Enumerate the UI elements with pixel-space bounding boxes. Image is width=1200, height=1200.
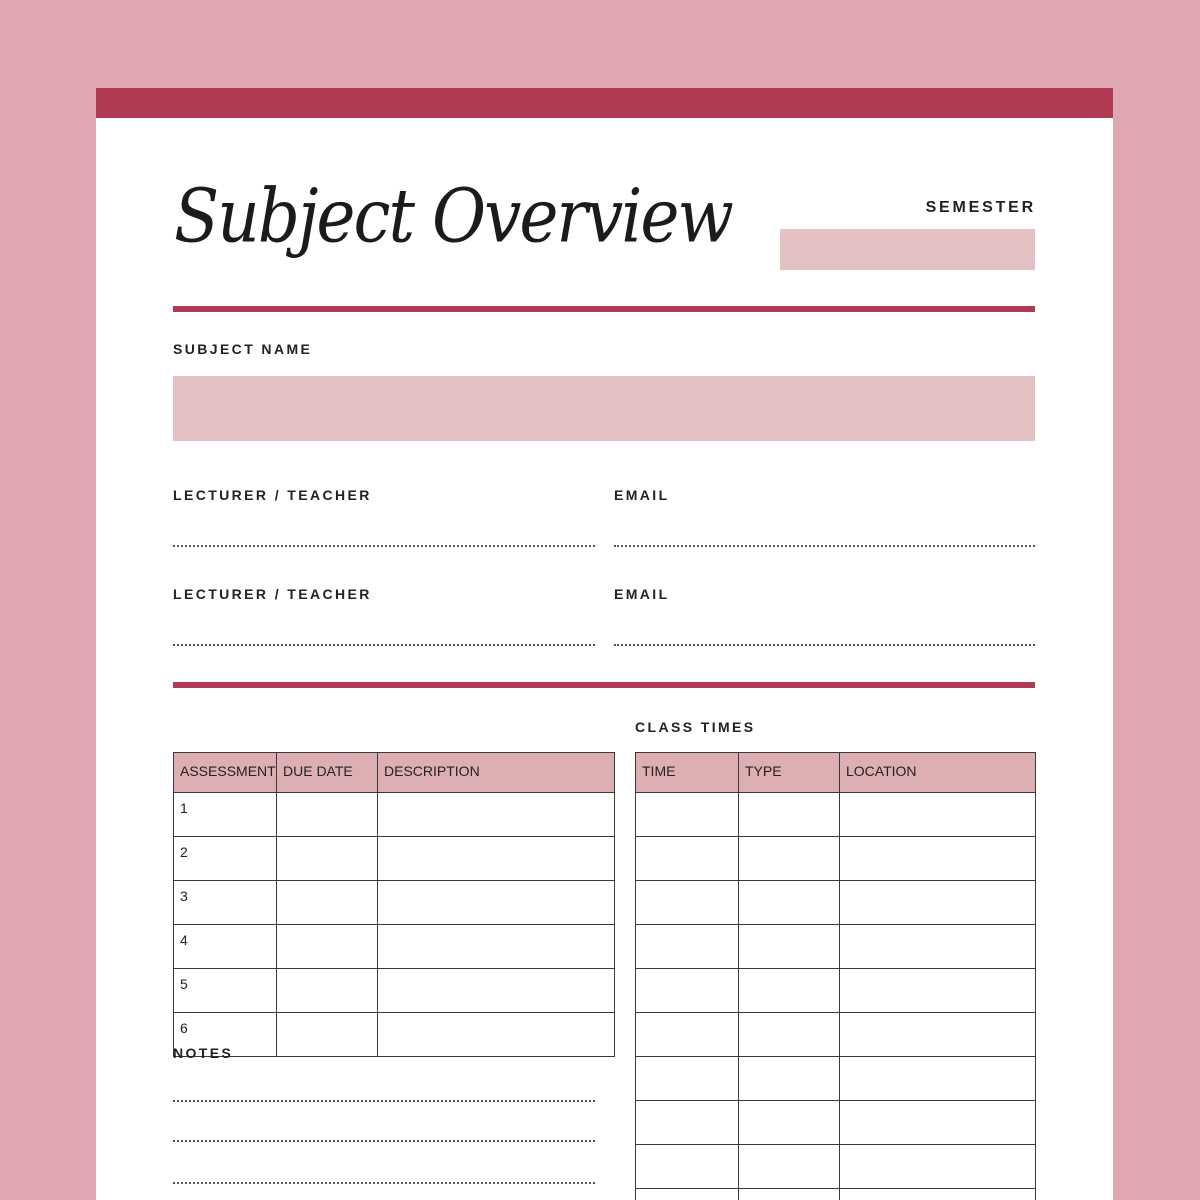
table-row [174, 969, 615, 1013]
due-date-cell[interactable] [277, 925, 378, 969]
table-row [174, 925, 615, 969]
time-cell[interactable] [636, 1189, 739, 1200]
time-header: TIME [636, 753, 739, 793]
time-cell[interactable] [636, 969, 739, 1013]
due-date-cell[interactable] [277, 1013, 378, 1057]
location-cell[interactable] [840, 1013, 1036, 1057]
description-cell[interactable] [378, 969, 615, 1013]
table-row [636, 1013, 1036, 1057]
teacher-line-1[interactable] [173, 545, 595, 547]
notes-label: NOTES [173, 1045, 234, 1061]
type-cell[interactable] [739, 881, 840, 925]
assessment-number: 4 [174, 925, 277, 969]
description-cell[interactable] [378, 881, 615, 925]
teacher-label-1: LECTURER / TEACHER [173, 487, 372, 503]
description-header: DESCRIPTION [378, 753, 615, 793]
table-row [636, 1057, 1036, 1101]
email-label-2: EMAIL [614, 586, 670, 602]
top-accent-bar [96, 88, 1113, 118]
class-times-body [636, 793, 1036, 1200]
type-cell[interactable] [739, 1145, 840, 1189]
location-cell[interactable] [840, 1189, 1036, 1200]
location-cell[interactable] [840, 1145, 1036, 1189]
notes-line[interactable] [173, 1140, 595, 1142]
table-row [174, 837, 615, 881]
email-line-1[interactable] [614, 545, 1035, 547]
type-header: TYPE [739, 753, 840, 793]
time-cell[interactable] [636, 1013, 739, 1057]
due-date-cell[interactable] [277, 969, 378, 1013]
class-times-label: CLASS TIMES [635, 719, 756, 735]
time-cell[interactable] [636, 881, 739, 925]
location-cell[interactable] [840, 1101, 1036, 1145]
semester-label: SEMESTER [925, 199, 1036, 216]
assessment-number: 1 [174, 793, 277, 837]
type-cell[interactable] [739, 793, 840, 837]
location-cell[interactable] [840, 1057, 1036, 1101]
table-row [636, 881, 1036, 925]
divider-middle [173, 682, 1035, 688]
email-line-2[interactable] [614, 644, 1035, 646]
semester-field[interactable] [780, 229, 1035, 270]
time-cell[interactable] [636, 1101, 739, 1145]
email-label-1: EMAIL [614, 487, 670, 503]
type-cell[interactable] [739, 1057, 840, 1101]
class-times-header-row [636, 753, 1036, 793]
time-cell[interactable] [636, 925, 739, 969]
table-row [636, 1101, 1036, 1145]
table-row [174, 1013, 615, 1057]
assessment-header: ASSESSMENT [174, 753, 277, 793]
type-cell[interactable] [739, 1101, 840, 1145]
table-row [636, 793, 1036, 837]
assessment-header-row [174, 753, 615, 793]
time-cell[interactable] [636, 1057, 739, 1101]
assessment-number: 5 [174, 969, 277, 1013]
notes-line[interactable] [173, 1100, 595, 1102]
table-row [636, 925, 1036, 969]
location-cell[interactable] [840, 881, 1036, 925]
divider-top [173, 306, 1035, 312]
type-cell[interactable] [739, 837, 840, 881]
due-date-cell[interactable] [277, 837, 378, 881]
type-cell[interactable] [739, 925, 840, 969]
description-cell[interactable] [378, 1013, 615, 1057]
table-row [636, 969, 1036, 1013]
time-cell[interactable] [636, 837, 739, 881]
location-header: LOCATION [840, 753, 1036, 793]
due-date-cell[interactable] [277, 793, 378, 837]
due-date-header: DUE DATE [277, 753, 378, 793]
description-cell[interactable] [378, 837, 615, 881]
time-cell[interactable] [636, 1145, 739, 1189]
assessment-number: 6 [174, 1013, 277, 1057]
type-cell[interactable] [739, 969, 840, 1013]
teacher-line-2[interactable] [173, 644, 595, 646]
table-row [174, 793, 615, 837]
type-cell[interactable] [739, 1013, 840, 1057]
subject-name-label: SUBJECT NAME [173, 341, 313, 357]
class-times-table [635, 752, 1036, 1200]
assessment-number: 2 [174, 837, 277, 881]
table-row [636, 1189, 1036, 1200]
table-row [174, 881, 615, 925]
teacher-label-2: LECTURER / TEACHER [173, 586, 372, 602]
due-date-cell[interactable] [277, 881, 378, 925]
table-row [636, 1145, 1036, 1189]
type-cell[interactable] [739, 1189, 840, 1200]
subject-name-field[interactable] [173, 376, 1035, 441]
description-cell[interactable] [378, 793, 615, 837]
location-cell[interactable] [840, 837, 1036, 881]
page-title: Subject Overview [174, 173, 732, 260]
location-cell[interactable] [840, 925, 1036, 969]
table-row [636, 837, 1036, 881]
location-cell[interactable] [840, 969, 1036, 1013]
planner-sheet [96, 88, 1113, 1200]
assessment-number: 3 [174, 881, 277, 925]
description-cell[interactable] [378, 925, 615, 969]
time-cell[interactable] [636, 793, 739, 837]
notes-line[interactable] [173, 1182, 595, 1184]
location-cell[interactable] [840, 793, 1036, 837]
assessment-table [173, 752, 615, 1057]
